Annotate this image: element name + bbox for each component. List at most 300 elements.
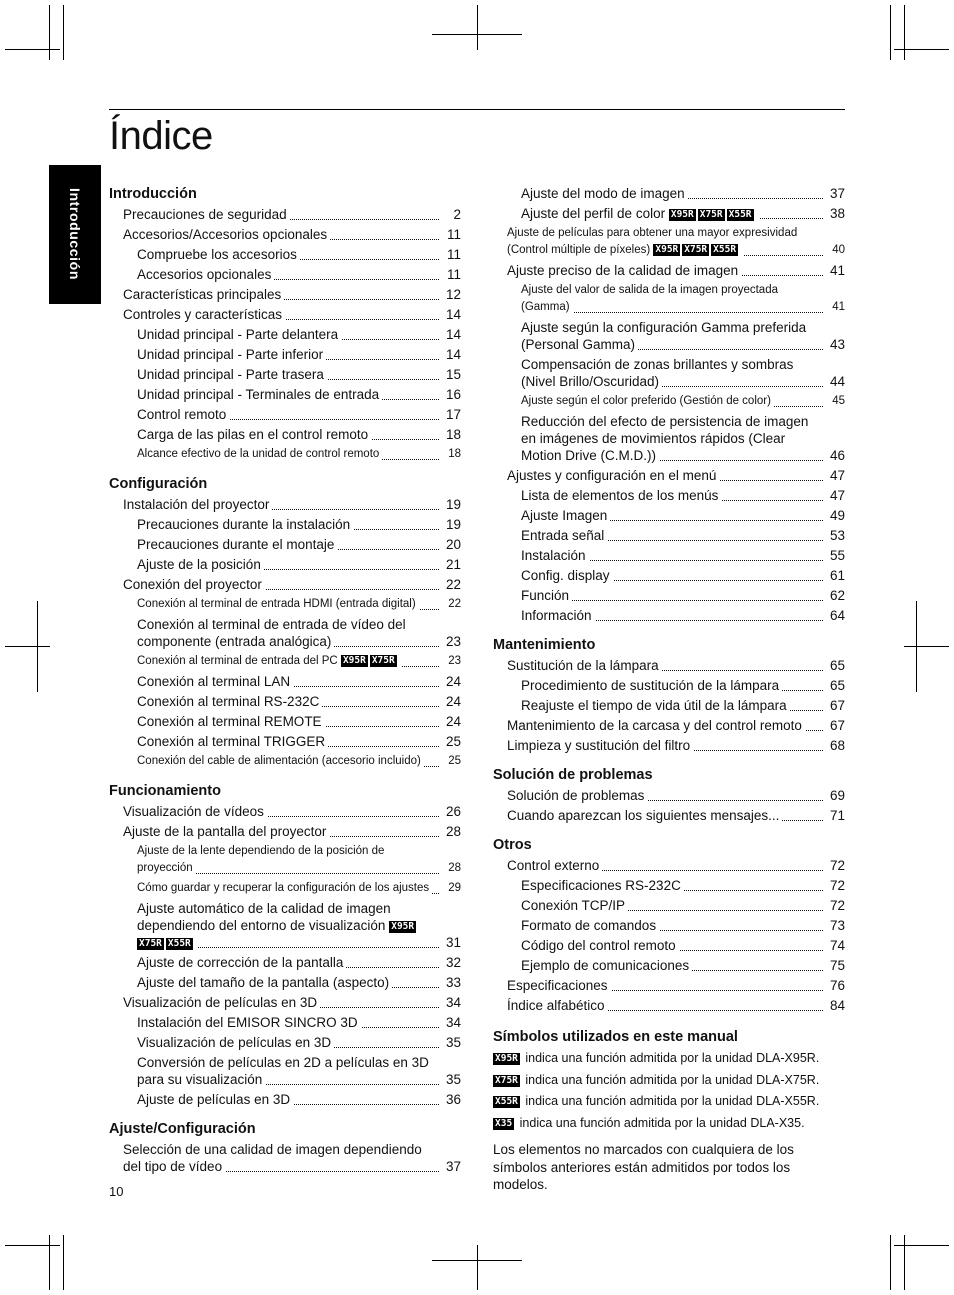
toc-entry[interactable] bbox=[137, 515, 461, 535]
toc-entry-title bbox=[137, 694, 322, 709]
toc-entry-text: Ajuste de películas en 3D bbox=[137, 1092, 291, 1107]
symbols-heading: Símbolos utilizados en este manual bbox=[493, 1029, 738, 1045]
toc-entry[interactable] bbox=[507, 976, 845, 996]
toc-page-number: 25 bbox=[445, 753, 461, 770]
symbol-item bbox=[493, 1091, 845, 1113]
toc-page-number: 67 bbox=[827, 697, 845, 714]
toc-entry-title bbox=[521, 284, 778, 313]
toc-entry[interactable] bbox=[137, 325, 461, 345]
toc-entry-text: Características principales bbox=[123, 287, 282, 302]
toc-page-number: 15 bbox=[443, 366, 461, 383]
toc-entry[interactable] bbox=[123, 1140, 461, 1177]
toc-entry-text: Ejemplo de comunicaciones bbox=[521, 958, 690, 973]
toc-entry-title bbox=[507, 998, 608, 1013]
toc-entry-text: Función bbox=[521, 588, 570, 603]
crop-mark bbox=[904, 646, 949, 647]
toc-entry-text: Unidad principal - Parte inferior bbox=[137, 347, 324, 362]
toc-entry[interactable] bbox=[507, 856, 845, 876]
toc-entry-text: Ajuste del tamaño de la pantalla (aspecto) bbox=[137, 975, 390, 990]
toc-entry-text: Ajuste del perfil de color bbox=[521, 206, 666, 221]
toc-entry[interactable] bbox=[137, 899, 461, 953]
toc-entry[interactable] bbox=[137, 953, 461, 973]
title-rule bbox=[109, 109, 845, 110]
section-tab bbox=[49, 165, 101, 304]
toc-entry-text: Selección de una calidad de imagen dependiendo del tipo de vídeo bbox=[123, 1142, 422, 1174]
toc-entry-title bbox=[137, 1055, 429, 1087]
toc-entry[interactable] bbox=[137, 615, 461, 652]
crop-mark bbox=[432, 34, 522, 35]
toc-page-number: 45 bbox=[829, 393, 845, 410]
toc-entry-text: Especificaciones bbox=[507, 978, 608, 993]
symbol-item bbox=[493, 1113, 845, 1135]
toc-entry[interactable] bbox=[507, 996, 845, 1016]
toc-entry-title bbox=[137, 617, 406, 649]
toc-page-number: 43 bbox=[827, 336, 845, 353]
toc-page-number: 19 bbox=[443, 516, 461, 533]
toc-entry[interactable] bbox=[521, 412, 845, 466]
toc-entry-text: Precauciones durante la instalación bbox=[137, 517, 351, 532]
toc-entry-title bbox=[521, 528, 607, 543]
crop-mark bbox=[904, 5, 905, 60]
toc-entry-title bbox=[137, 1035, 334, 1050]
toc-page-number: 25 bbox=[443, 733, 461, 750]
toc-page-number: 61 bbox=[827, 567, 845, 584]
toc-page-number: 38 bbox=[827, 205, 845, 222]
toc-page-number: 65 bbox=[827, 657, 845, 674]
toc-entry-title bbox=[507, 978, 611, 993]
toc-page-number: 76 bbox=[827, 977, 845, 994]
toc-entry-text: Compruebe los accesorios bbox=[137, 247, 297, 262]
toc-entry[interactable] bbox=[521, 318, 845, 355]
toc-entry-text: Unidad principal - Terminales de entrada bbox=[137, 387, 380, 402]
toc-entry-text: Conexión al terminal RS-232C bbox=[137, 694, 320, 709]
model-badge: X55R bbox=[167, 938, 191, 949]
toc-entry-title bbox=[521, 508, 610, 523]
toc-entry-title bbox=[123, 1142, 422, 1174]
toc-entry[interactable] bbox=[521, 676, 845, 696]
toc-page-number: 71 bbox=[827, 807, 845, 824]
toc-entry[interactable] bbox=[137, 365, 461, 385]
toc-page-number: 17 bbox=[443, 406, 461, 423]
toc-page-number: 62 bbox=[827, 587, 845, 604]
toc-entry-text: Visualización de vídeos bbox=[123, 804, 264, 819]
toc-left-column bbox=[109, 184, 461, 1177]
toc-page-number: 29 bbox=[445, 880, 461, 897]
toc-page-number: 24 bbox=[443, 713, 461, 730]
toc-entry-title bbox=[123, 227, 330, 242]
toc-entry[interactable] bbox=[137, 692, 461, 712]
toc-page-number: 47 bbox=[827, 487, 845, 504]
crop-mark bbox=[5, 1245, 60, 1246]
toc-entry-text: Lista de elementos de los menús bbox=[521, 488, 719, 503]
toc-entry-text: Ajuste Imagen bbox=[521, 508, 608, 523]
toc-entry[interactable] bbox=[137, 652, 461, 672]
toc-entry-text: Unidad principal - Parte delantera bbox=[137, 327, 339, 342]
toc-entry-text: Conexión del proyector bbox=[123, 577, 262, 592]
toc-entry[interactable] bbox=[521, 566, 845, 586]
toc-page-number: 75 bbox=[827, 957, 845, 974]
crop-mark bbox=[5, 646, 50, 647]
toc-right-column bbox=[493, 184, 845, 1194]
toc-entry[interactable] bbox=[507, 261, 845, 281]
toc-page-number: 35 bbox=[443, 1071, 461, 1088]
crop-mark bbox=[5, 49, 60, 50]
crop-mark bbox=[63, 1235, 64, 1290]
toc-entry-text: Ajuste preciso de la calidad de imagen bbox=[507, 263, 739, 278]
toc-entry[interactable] bbox=[137, 1053, 461, 1090]
toc-entry[interactable] bbox=[123, 802, 461, 822]
toc-page-number: 37 bbox=[827, 185, 845, 202]
toc-entry[interactable] bbox=[137, 245, 461, 265]
section-tab-label: Introducción bbox=[67, 188, 83, 280]
toc-entry[interactable] bbox=[521, 486, 845, 506]
toc-entry-text: Conexión al terminal de entrada de vídeo del componente (entrada analógica) bbox=[137, 617, 406, 649]
toc-page-number: 20 bbox=[443, 536, 461, 553]
toc-entry-text: Especificaciones RS-232C bbox=[521, 878, 681, 893]
toc-right-entries bbox=[493, 184, 845, 1016]
toc-page-number: 41 bbox=[827, 262, 845, 279]
toc-page-number: 84 bbox=[827, 997, 845, 1014]
model-badge: X75R bbox=[139, 938, 162, 949]
toc-page-number: 47 bbox=[827, 467, 845, 484]
toc-entry-title bbox=[507, 718, 805, 733]
toc-page-number: 11 bbox=[444, 226, 461, 243]
model-badge: X95R bbox=[342, 655, 366, 666]
toc-page-number: 55 bbox=[827, 547, 845, 564]
section-heading: Introducción bbox=[109, 186, 197, 202]
toc-entry[interactable] bbox=[123, 205, 461, 225]
toc-entry-text: Compensación de zonas brillantes y sombras (Nivel Brillo/Oscuridad) bbox=[521, 357, 794, 389]
toc-entry-text: Cuando aparezcan los siguientes mensajes... bbox=[507, 808, 780, 823]
toc-entry-title bbox=[521, 958, 692, 973]
toc-entry[interactable] bbox=[123, 225, 461, 245]
toc-entry[interactable] bbox=[137, 425, 461, 445]
toc-entry[interactable] bbox=[123, 822, 461, 842]
section-heading: Mantenimiento bbox=[493, 637, 596, 653]
toc-entry-text: Visualización de películas en 3D bbox=[123, 995, 318, 1010]
toc-entry-text: Instalación del proyector bbox=[123, 497, 270, 512]
toc-entry[interactable] bbox=[137, 879, 461, 899]
symbol-description: indica una función admitida por la unidad DLA-X35. bbox=[516, 1115, 805, 1130]
toc-entry-title bbox=[123, 824, 329, 839]
toc-entry-text: Conversión de películas en 2D a películas en 3D para su visualización bbox=[137, 1055, 429, 1087]
toc-entry[interactable] bbox=[507, 656, 845, 676]
toc-entry[interactable] bbox=[507, 736, 845, 756]
model-badge: X55R bbox=[728, 209, 752, 220]
toc-entry-text: Ajuste según la configuración Gamma preferida (Personal Gamma) bbox=[521, 320, 807, 352]
toc-page-number: 40 bbox=[829, 242, 845, 259]
crop-mark bbox=[904, 1235, 905, 1290]
symbol-item bbox=[493, 1070, 845, 1092]
toc-page-number: 14 bbox=[443, 346, 461, 363]
toc-entry[interactable] bbox=[521, 586, 845, 606]
toc-entry-text: Control externo bbox=[507, 858, 600, 873]
toc-entry[interactable] bbox=[521, 876, 845, 896]
toc-entry[interactable] bbox=[137, 1033, 461, 1053]
toc-entry-title bbox=[507, 858, 602, 873]
toc-entry-text: Conexión al terminal LAN bbox=[137, 674, 291, 689]
toc-entry-text: Instalación del EMISOR SINCRO 3D bbox=[137, 1015, 358, 1030]
toc-entry[interactable] bbox=[521, 281, 845, 318]
symbol-item bbox=[493, 1048, 845, 1070]
toc-page-number: 41 bbox=[829, 299, 845, 316]
toc-entry-title bbox=[507, 808, 782, 823]
toc-page-number: 67 bbox=[827, 717, 845, 734]
toc-entry-title bbox=[521, 320, 806, 352]
model-badge: X55R bbox=[495, 1096, 518, 1107]
toc-entry-text: Ajuste de la pantalla del proyector bbox=[123, 824, 327, 839]
toc-entry[interactable] bbox=[521, 936, 845, 956]
page-title: Índice bbox=[109, 114, 213, 158]
toc-entry-title bbox=[123, 995, 320, 1010]
section-heading: Ajuste/Configuración bbox=[109, 1121, 256, 1137]
toc-entry-text: Ajuste de películas para obtener una mayor expresividad (Control múltiple de píxeles) bbox=[507, 227, 798, 256]
toc-entry[interactable] bbox=[521, 896, 845, 916]
toc-entry-title bbox=[507, 263, 741, 278]
toc-page-number: 53 bbox=[827, 527, 845, 544]
toc-entry-text: Unidad principal - Parte trasera bbox=[137, 367, 324, 382]
toc-page-number: 23 bbox=[445, 653, 461, 670]
toc-entry-text: Índice alfabético bbox=[507, 998, 605, 1013]
toc-entry-text: Limpieza y sustitución del filtro bbox=[507, 738, 691, 753]
toc-entry-title bbox=[137, 845, 384, 874]
toc-entry[interactable] bbox=[137, 842, 461, 879]
toc-page-number: 72 bbox=[827, 897, 845, 914]
model-badge: X55R bbox=[713, 244, 737, 255]
symbol-description: indica una función admitida por la unidad DLA-X55R. bbox=[521, 1094, 820, 1108]
toc-entry-text: Ajustes y configuración en el menú bbox=[507, 468, 717, 483]
toc-entry-title bbox=[137, 734, 328, 749]
toc-entry[interactable] bbox=[123, 993, 461, 1013]
toc-entry-text: Solución de problemas bbox=[507, 788, 645, 803]
toc-entry-title bbox=[521, 588, 572, 603]
toc-entry[interactable] bbox=[507, 806, 845, 826]
toc-entry-title bbox=[521, 414, 808, 463]
toc-page-number: 32 bbox=[443, 954, 461, 971]
toc-entry[interactable] bbox=[507, 716, 845, 736]
toc-entry-title bbox=[507, 738, 693, 753]
toc-entry[interactable] bbox=[521, 184, 845, 204]
toc-entry-title bbox=[521, 548, 589, 563]
toc-entry[interactable] bbox=[123, 495, 461, 515]
toc-entry-text: Formato de comandos bbox=[521, 918, 657, 933]
toc-entry-title bbox=[137, 427, 371, 442]
toc-entry-text: Sustitución de la lámpara bbox=[507, 658, 659, 673]
toc-entry[interactable] bbox=[123, 575, 461, 595]
toc-entry-title bbox=[521, 678, 782, 693]
toc-entry-text: Procedimiento de sustitución de la lámpara bbox=[521, 678, 780, 693]
toc-page-number: 26 bbox=[443, 803, 461, 820]
toc-entry[interactable] bbox=[137, 672, 461, 692]
toc-entry[interactable] bbox=[507, 466, 845, 486]
toc-page-number: 49 bbox=[827, 507, 845, 524]
toc-entry[interactable] bbox=[507, 224, 845, 261]
toc-entry-text: Precauciones durante el montaje bbox=[137, 537, 335, 552]
toc-entry-text: Ajuste de la lente dependiendo de la posición de proyección bbox=[137, 845, 385, 874]
toc-entry-title bbox=[137, 347, 326, 362]
toc-entry[interactable] bbox=[137, 595, 461, 615]
model-badge: X95R bbox=[655, 244, 679, 255]
symbol-description: indica una función admitida por la unidad DLA-X75R. bbox=[521, 1072, 820, 1087]
toc-entry-text: Carga de las pilas en el control remoto bbox=[137, 427, 369, 442]
toc-entry[interactable] bbox=[521, 606, 845, 626]
toc-page-number: 28 bbox=[443, 823, 461, 840]
toc-entry-title bbox=[521, 698, 790, 713]
toc-entry-title bbox=[123, 577, 265, 592]
toc-entry-title bbox=[521, 488, 721, 503]
toc-entry-title bbox=[137, 367, 327, 382]
toc-entry[interactable] bbox=[137, 732, 461, 752]
toc-entry-title bbox=[137, 557, 264, 572]
toc-entry-title bbox=[123, 207, 290, 222]
toc-entry-title bbox=[137, 755, 424, 767]
toc-entry-text: Reducción del efecto de persistencia de imagen en imágenes de movimientos rápidos (Clear Motion Drive (C.M.D.)) bbox=[521, 414, 809, 463]
toc-entry-text: Control remoto bbox=[137, 407, 227, 422]
model-badge: X95R bbox=[391, 921, 415, 932]
toc-entry[interactable] bbox=[507, 786, 845, 806]
toc-entry[interactable] bbox=[137, 555, 461, 575]
toc-entry-title bbox=[137, 247, 300, 262]
toc-entry-title bbox=[521, 898, 628, 913]
toc-entry-title bbox=[123, 287, 284, 302]
toc-entry[interactable] bbox=[137, 405, 461, 425]
toc-entry-text: Mantenimiento de la carcasa y del control remoto bbox=[507, 718, 802, 733]
toc-entry[interactable] bbox=[521, 916, 845, 936]
toc-page-number: 14 bbox=[443, 326, 461, 343]
toc-page-number: 2 bbox=[450, 206, 461, 223]
toc-entry-title bbox=[137, 901, 418, 950]
toc-entry-text: Código del control remoto bbox=[521, 938, 676, 953]
toc-entry[interactable] bbox=[521, 392, 845, 412]
toc-entry-text: Controles y características bbox=[123, 307, 283, 322]
toc-entry[interactable] bbox=[521, 355, 845, 392]
toc-entry[interactable] bbox=[521, 204, 845, 224]
toc-page-number: 34 bbox=[443, 1014, 461, 1031]
toc-page-number: 72 bbox=[827, 857, 845, 874]
toc-entry[interactable] bbox=[137, 265, 461, 285]
crop-mark bbox=[63, 5, 64, 60]
section-heading: Configuración bbox=[109, 476, 208, 492]
toc-entry-title bbox=[521, 938, 679, 953]
toc-page-number: 31 bbox=[443, 934, 461, 951]
toc-entry[interactable] bbox=[137, 752, 461, 772]
toc-page-number: 18 bbox=[443, 426, 461, 443]
toc-entry[interactable] bbox=[137, 712, 461, 732]
toc-entry[interactable] bbox=[521, 546, 845, 566]
toc-entry[interactable] bbox=[521, 526, 845, 546]
toc-entry-title bbox=[137, 975, 392, 990]
toc-entry[interactable] bbox=[137, 345, 461, 365]
symbols-note: Los elementos no marcados con cualquiera de los símbolos anteriores están admitidos por todos los modelos. bbox=[493, 1142, 794, 1192]
toc-entry-text: Ajuste del modo de imagen bbox=[521, 186, 685, 201]
toc-entry[interactable] bbox=[137, 1013, 461, 1033]
toc-entry-title bbox=[521, 206, 759, 221]
toc-entry-text: Conexión del cable de alimentación (accesorio incluido) bbox=[137, 755, 421, 767]
crop-mark bbox=[890, 1235, 891, 1290]
toc-entry[interactable] bbox=[123, 285, 461, 305]
model-badge: X95R bbox=[495, 1053, 518, 1064]
toc-entry-text: Conexión al terminal de entrada HDMI (entrada digital) bbox=[137, 598, 416, 610]
toc-entry-title bbox=[137, 655, 402, 667]
symbol-description: indica una función admitida por la unidad DLA-X95R. bbox=[521, 1051, 820, 1065]
toc-entry-text: Accesorios/Accesorios opcionales bbox=[123, 227, 328, 242]
toc-entry[interactable] bbox=[137, 445, 461, 465]
crop-mark bbox=[890, 5, 891, 60]
toc-entry-title bbox=[137, 882, 432, 894]
toc-entry[interactable] bbox=[137, 385, 461, 405]
toc-entry-title bbox=[137, 714, 325, 729]
page-number: 10 bbox=[109, 1184, 124, 1199]
toc-entry-title bbox=[137, 448, 382, 460]
toc-page-number: 21 bbox=[443, 556, 461, 573]
toc-page-number: 36 bbox=[443, 1091, 461, 1108]
toc-entry-title bbox=[123, 804, 267, 819]
toc-entry-text: Config. display bbox=[521, 568, 610, 583]
toc-page-number: 12 bbox=[443, 286, 461, 303]
toc-entry-title bbox=[137, 407, 229, 422]
toc-entry-title bbox=[123, 307, 285, 322]
toc-page-number: 33 bbox=[443, 974, 461, 991]
toc-entry[interactable] bbox=[123, 305, 461, 325]
toc-page-number: 65 bbox=[827, 677, 845, 694]
section-heading: Otros bbox=[493, 837, 532, 853]
toc-page-number: 11 bbox=[444, 246, 461, 263]
toc-entry-title bbox=[137, 387, 382, 402]
toc-entry[interactable] bbox=[521, 506, 845, 526]
crop-mark bbox=[49, 1235, 50, 1290]
toc-entry-text: Conexión al terminal TRIGGER bbox=[137, 734, 326, 749]
toc-entry-text: Instalación bbox=[521, 548, 586, 563]
toc-entry-title bbox=[137, 537, 337, 552]
toc-page-number: 73 bbox=[827, 917, 845, 934]
toc-page-number: 44 bbox=[827, 373, 845, 390]
toc-entry-title bbox=[123, 497, 272, 512]
toc-entry-title bbox=[137, 267, 274, 282]
toc-entry[interactable] bbox=[521, 956, 845, 976]
toc-entry-text: Visualización de películas en 3D bbox=[137, 1035, 332, 1050]
toc-entry[interactable] bbox=[137, 973, 461, 993]
model-badge: X75R bbox=[699, 209, 723, 220]
toc-page-number: 16 bbox=[443, 386, 461, 403]
crop-mark bbox=[894, 49, 949, 50]
toc-entry-text: Información bbox=[521, 608, 592, 623]
toc-entry-text: Entrada señal bbox=[521, 528, 605, 543]
toc-page-number: 18 bbox=[445, 446, 461, 463]
toc-entry[interactable] bbox=[521, 696, 845, 716]
toc-entry-title bbox=[507, 658, 662, 673]
toc-entry-title bbox=[521, 568, 613, 583]
toc-entry-text: Conexión al terminal REMOTE bbox=[137, 714, 322, 729]
toc-entry-title bbox=[137, 327, 341, 342]
section-heading: Funcionamiento bbox=[109, 783, 221, 799]
toc-page-number: 28 bbox=[445, 860, 461, 877]
toc-entry[interactable] bbox=[137, 1090, 461, 1110]
crop-mark bbox=[432, 1260, 522, 1261]
toc-entry[interactable] bbox=[137, 535, 461, 555]
toc-page-number: 23 bbox=[443, 633, 461, 650]
toc-page-number: 24 bbox=[443, 673, 461, 690]
toc-entry-text: Precauciones de seguridad bbox=[123, 207, 287, 222]
toc-page-number: 22 bbox=[445, 596, 461, 613]
toc-page-number: 14 bbox=[443, 306, 461, 323]
toc-entry-title bbox=[507, 227, 797, 256]
toc-page-number: 74 bbox=[827, 937, 845, 954]
model-badge: X75R bbox=[684, 244, 708, 255]
toc-entry-text: Accesorios opcionales bbox=[137, 267, 272, 282]
toc-entry-title bbox=[521, 357, 793, 389]
toc-entry-text: Conexión al terminal de entrada del PC bbox=[137, 655, 338, 667]
toc-entry-title bbox=[521, 608, 595, 623]
